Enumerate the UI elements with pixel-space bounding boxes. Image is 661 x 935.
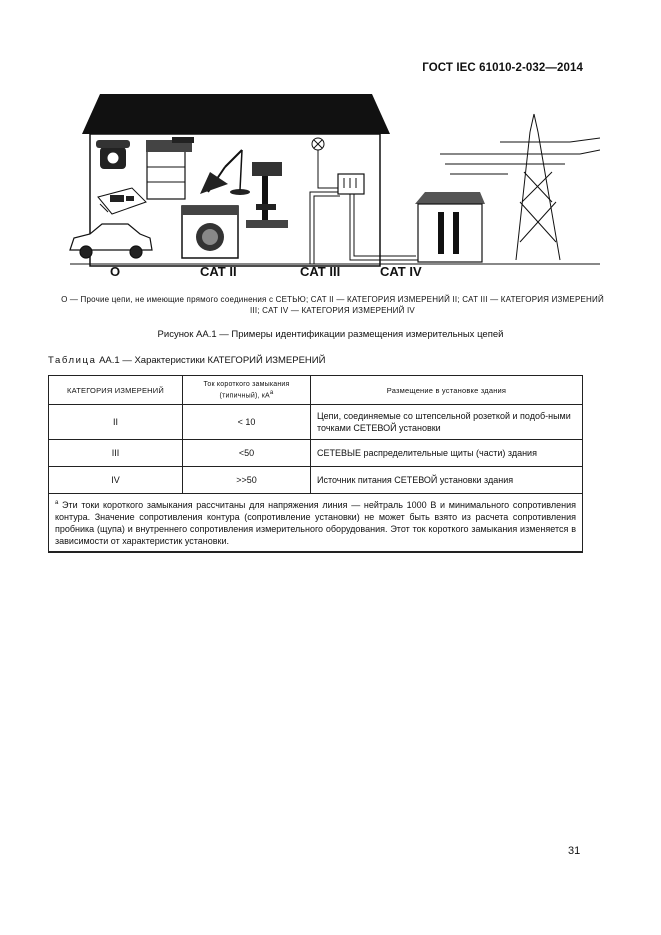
table-footnote-row xyxy=(49,494,583,553)
column-header-placement: Размещение в установке здания xyxy=(311,376,583,405)
document-header: ГОСТ IEC 61010-2-032—2014 xyxy=(422,62,583,74)
telephone-icon xyxy=(96,140,130,169)
table-footnote xyxy=(49,494,583,553)
label-cat-ii: CAT II xyxy=(200,264,237,279)
cell-current: >>50 xyxy=(183,467,311,494)
label-cat-iii: CAT III xyxy=(300,264,341,279)
table-row xyxy=(49,405,583,440)
lamp-symbol-icon xyxy=(312,138,324,184)
circuit-board-icon xyxy=(98,188,146,214)
cell-category: III xyxy=(49,440,183,467)
page-number: 31 xyxy=(568,845,581,857)
column-header-current xyxy=(183,376,311,405)
table-header-row xyxy=(49,376,583,405)
cell-current: <50 xyxy=(183,440,311,467)
cell-category: IV xyxy=(49,467,183,494)
figure-legend: O — Прочие цепи, не имеющие прямого соединения с СЕТЬЮ; CAT II — КАТЕГОРИЯ ИЗМЕРЕНИЙ II; CAT III — КАТЕГОРИЯ ИЗМЕРЕНИЙ III; CAT IV — КАТЕГОРИЯ ИЗМЕРЕНИЙ IV xyxy=(61,295,604,315)
cell-category: II xyxy=(49,405,183,440)
table-title-rest: АА.1 — Характеристики КАТЕГОРИЙ ИЗМЕРЕНИЙ xyxy=(96,355,326,366)
car-icon xyxy=(70,224,152,258)
cell-current: < 10 xyxy=(183,405,311,440)
copier-icon xyxy=(146,137,194,199)
cell-placement: СЕТЕВЫЕ распределительные щиты (части) здания xyxy=(311,440,583,467)
transformer-hut-icon xyxy=(415,192,485,262)
wiring-lines xyxy=(310,184,420,264)
measurement-categories-illustration xyxy=(60,92,600,282)
cell-placement: Цепи, соединяемые со штепсельной розеткой и подоб-ными точками СЕТЕВОЙ установки xyxy=(311,405,583,440)
footnote-mark: a xyxy=(55,500,59,506)
column-header-current-sup: a xyxy=(269,389,274,396)
drill-press-icon xyxy=(246,162,288,228)
footnote-text: Эти токи короткого замыкания рассчитаны для напряжения линия — нейтраль 1000 В и минимального сопротивления контура. Значение сопротивления контура (сопротивление установки) не может быть взято из расчета сопротивления пробника (щупа) и внутреннего сопротивления измерительного оборудования. Этот ток короткого замыкания изменяется в зависимости от характеристик установки. xyxy=(55,500,576,546)
cell-placement: Источник питания СЕТЕВОЙ установки здания xyxy=(311,467,583,494)
categories-table xyxy=(48,375,583,553)
distribution-board-icon xyxy=(338,174,364,194)
figure-caption: Рисунок АА.1 — Примеры идентификации размещения измерительных цепей xyxy=(157,329,504,340)
label-o: O xyxy=(110,264,121,279)
table-title-prefix: Таблица xyxy=(48,355,97,366)
column-header-category: КАТЕГОРИЯ ИЗМЕРЕНИЙ xyxy=(49,376,183,405)
label-cat-iv: CAT IV xyxy=(380,264,422,279)
washing-machine-icon xyxy=(182,206,238,258)
table-title xyxy=(48,355,325,366)
table-row xyxy=(49,467,583,494)
table-row xyxy=(49,440,583,467)
column-header-current-text: Ток короткого замыкания (типичный), кА xyxy=(203,380,290,400)
desk-lamp-icon xyxy=(200,150,250,195)
house-roof xyxy=(82,94,390,134)
